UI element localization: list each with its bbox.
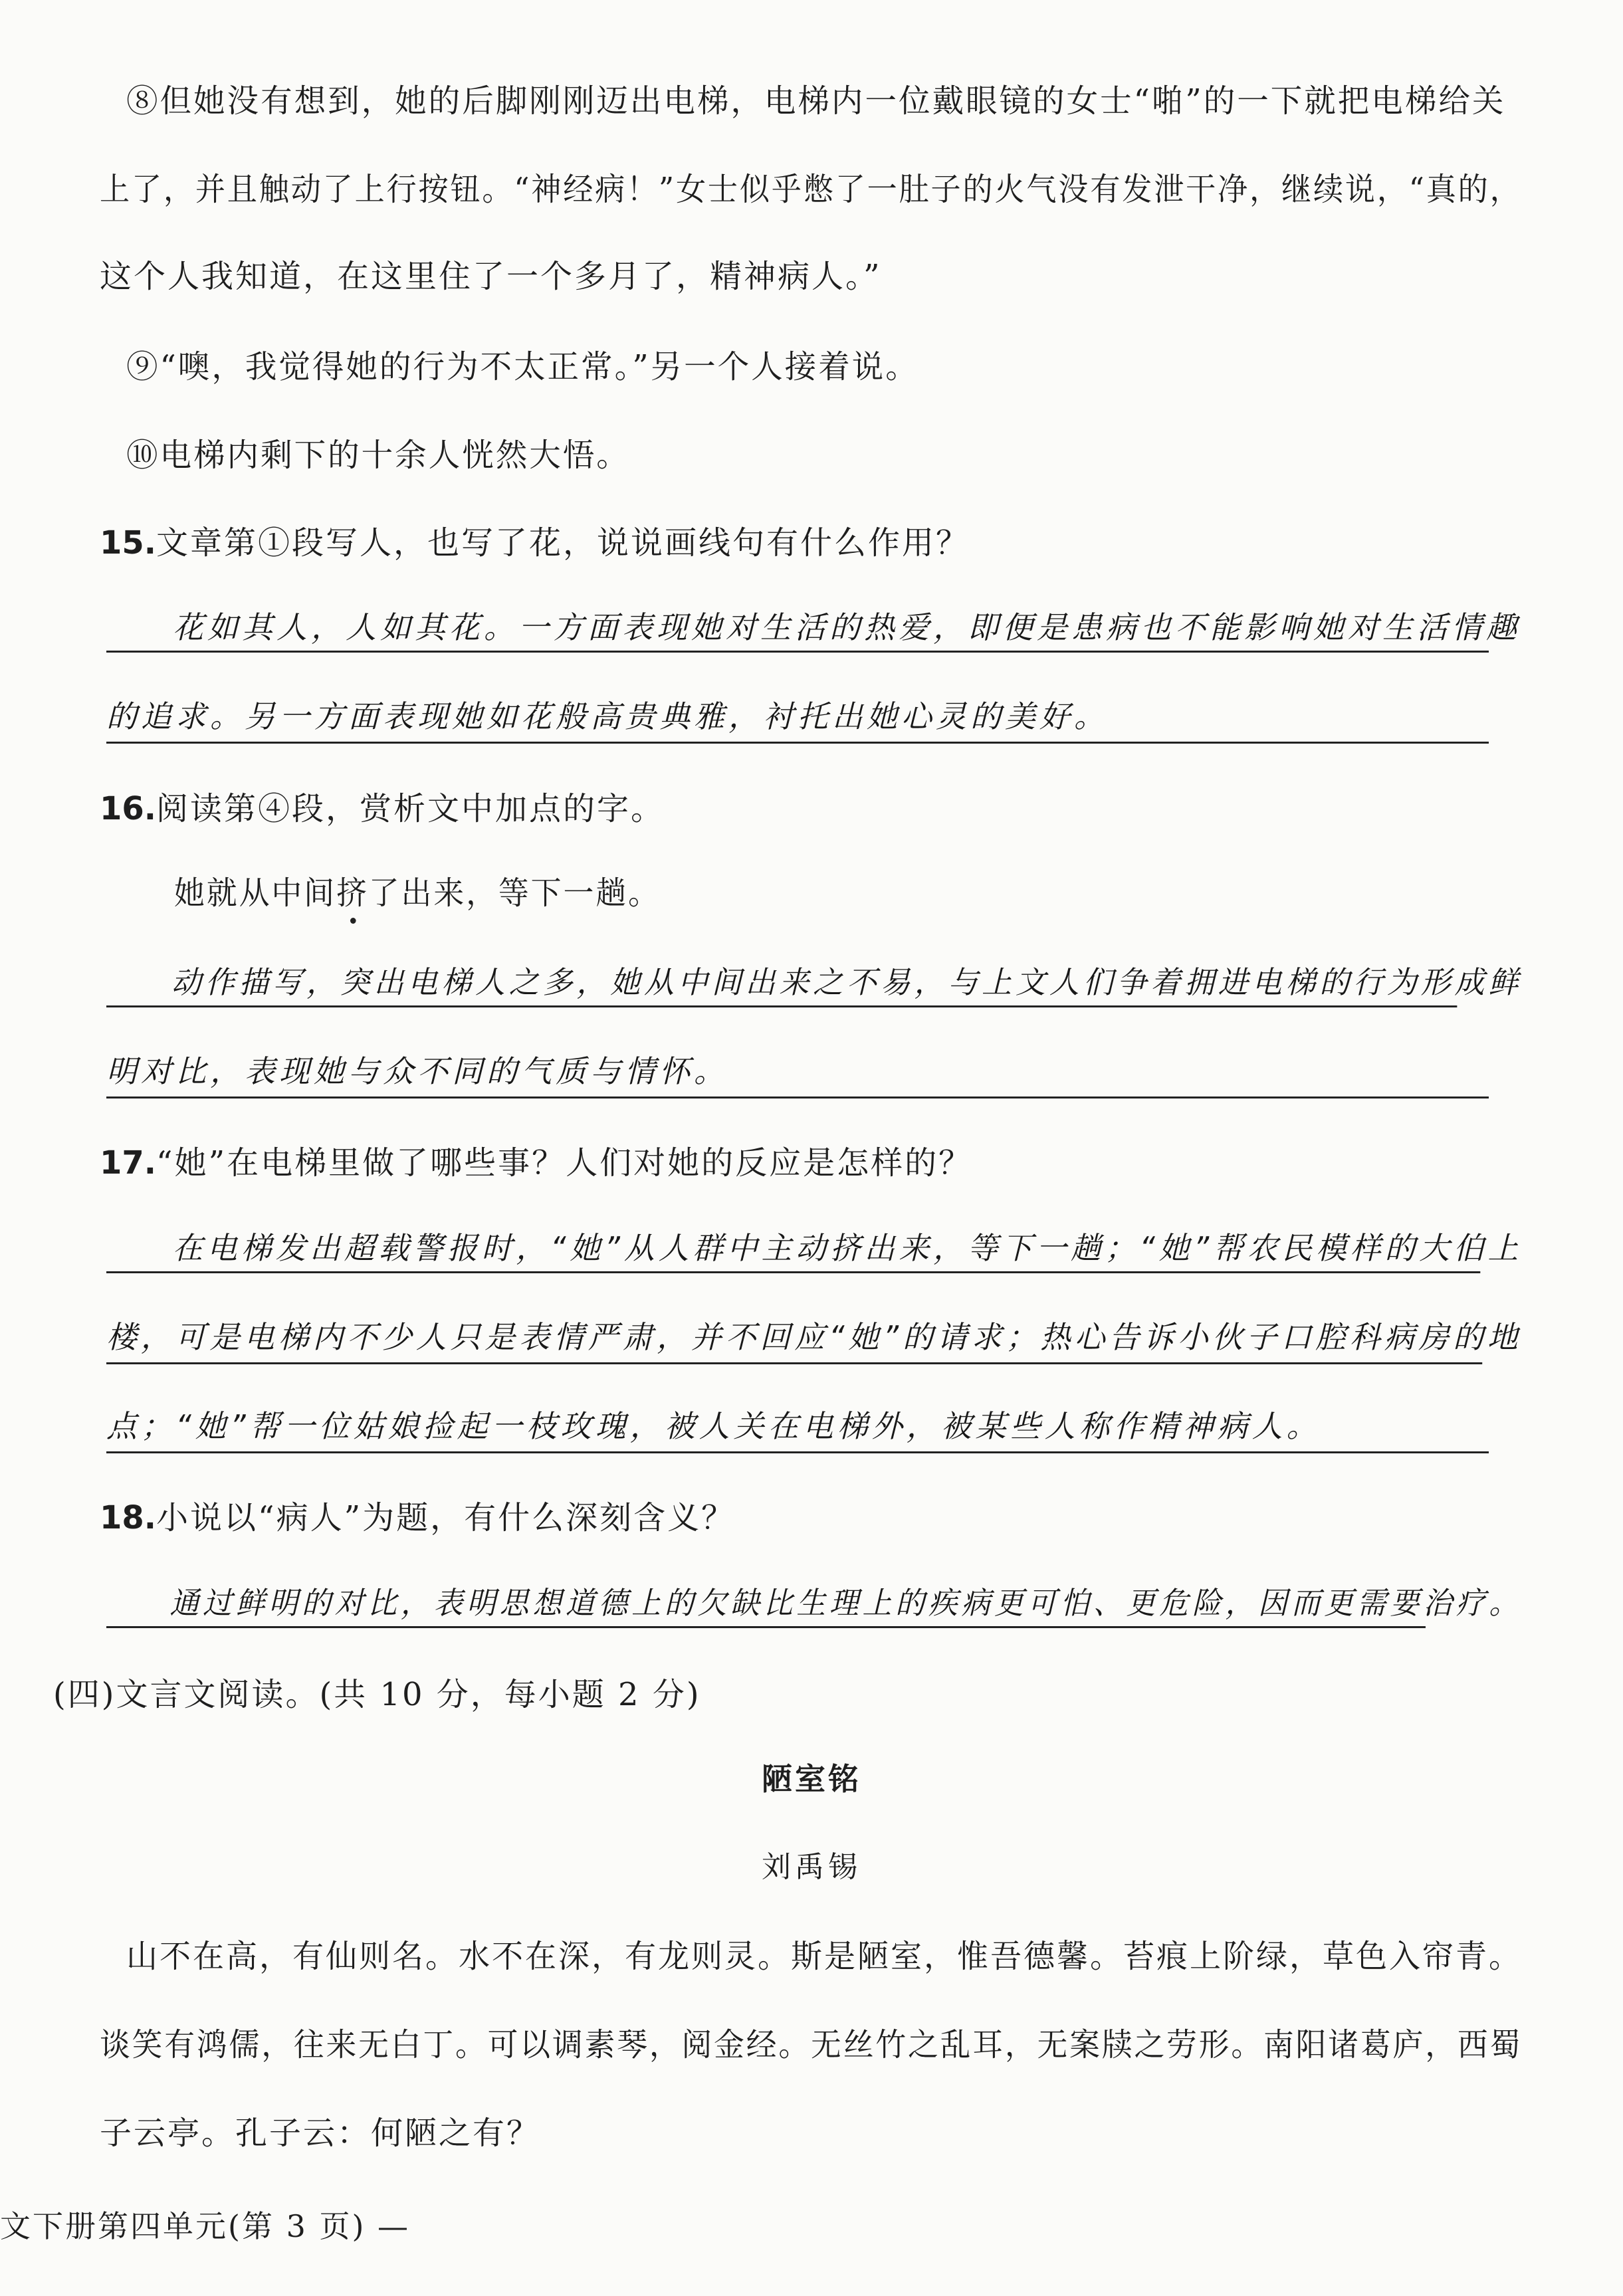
question-text: 阅读第④段，赏析文中加点的字。 bbox=[156, 790, 665, 827]
passage-p9: ⑨“噢，我觉得她的行为不太正常。”另一个人接着说。 bbox=[126, 348, 919, 385]
question-text: 小说以“病人”为题，有什么深刻含义？ bbox=[156, 1499, 736, 1536]
dotted-character: 挤 bbox=[336, 872, 369, 914]
question-15 bbox=[100, 522, 1509, 564]
answer-15-line2: 的追求。另一方面表现她如花般高贵典雅，衬托出她心灵的美好。 bbox=[106, 695, 1489, 744]
passage-p8-line3: 这个人我知道，在这里住了一个多月了，精神病人。” bbox=[100, 258, 882, 295]
passage-p8-line1: ⑧但她没有想到，她的后脚刚刚迈出电梯，电梯内一位戴眼镜的女士“啪”的一下就把电梯给关 bbox=[126, 82, 1506, 120]
answer-17-line3: 点；“她”帮一位姑娘捡起一枝玫瑰，被人关在电梯外，被某些人称作精神病人。 bbox=[106, 1405, 1489, 1453]
question-text: 文章第①段写人，也写了花，说说画线句有什么作用？ bbox=[156, 524, 970, 562]
poem-title: 陋室铭 bbox=[762, 1761, 861, 1797]
question-number: 18. bbox=[100, 1499, 157, 1536]
passage-p8-line2: 上了，并且触动了上行按钮。“神经病！”女士似乎憋了一肚子的火气没有发泄干净，继续说，“真的， bbox=[100, 171, 1522, 208]
passage-p10: ⑩电梯内剩下的十余人恍然大悟。 bbox=[126, 437, 630, 474]
question-number: 15. bbox=[100, 524, 157, 562]
answer-16-line1: 动作描写，突出电梯人之多，她从中间出来之不易，与上文人们争着拥进电梯的行为形成鲜 bbox=[106, 961, 1457, 1007]
question-18 bbox=[100, 1497, 1509, 1539]
quoted-sentence bbox=[174, 872, 1522, 914]
page-footer: 文下册第四单元(第 3 页) — bbox=[0, 2208, 411, 2244]
answer-16-line2: 明对比，表现她与众不同的气质与情怀。 bbox=[106, 1050, 1489, 1098]
question-16 bbox=[100, 787, 1509, 830]
question-number: 16. bbox=[100, 790, 157, 827]
poem-author: 刘禹锡 bbox=[762, 1850, 861, 1884]
answer-15-line1: 花如其人，人如其花。一方面表现她对生活的热爱，即便是患病也不能影响她对生活情趣 bbox=[106, 606, 1489, 653]
question-17 bbox=[100, 1142, 1509, 1184]
question-number: 17. bbox=[100, 1144, 157, 1182]
answer-17-line1: 在电梯发出超载警报时，“她”从人群中主动挤出来，等下一趟；“她”帮农民模样的大伯上 bbox=[106, 1227, 1480, 1273]
poem-line2: 谈笑有鸿儒，往来无白丁。可以调素琴，阅金经。无丝竹之乱耳，无案牍之劳形。南阳诸葛庐，西蜀 bbox=[100, 2026, 1523, 2063]
answer-17-line2: 楼，可是电梯内不少人只是表情严肃，并不回应“她”的请求；热心告诉小伙子口腔科病房的地 bbox=[106, 1316, 1482, 1364]
poem-line3: 子云亭。孔子云：何陋之有？ bbox=[100, 2115, 541, 2152]
quote-after: 了出来，等下一趟。 bbox=[368, 875, 661, 912]
section-heading: (四)文言文阅读。(共 10 分，每小题 2 分) bbox=[53, 1676, 701, 1713]
answer-18-line1: 通过鲜明的对比，表明思想道德上的欠缺比生理上的疾病更可怕、更危险，因而更需要治疗。 bbox=[106, 1582, 1426, 1628]
poem-line1: 山不在高，有仙则名。水不在深，有龙则灵。斯是陋室，惟吾德馨。苔痕上阶绿，草色入帘青。 bbox=[126, 1938, 1523, 1975]
question-text: “她”在电梯里做了哪些事？人们对她的反应是怎样的？ bbox=[156, 1144, 973, 1182]
quote-before: 她就从中间 bbox=[174, 875, 336, 912]
